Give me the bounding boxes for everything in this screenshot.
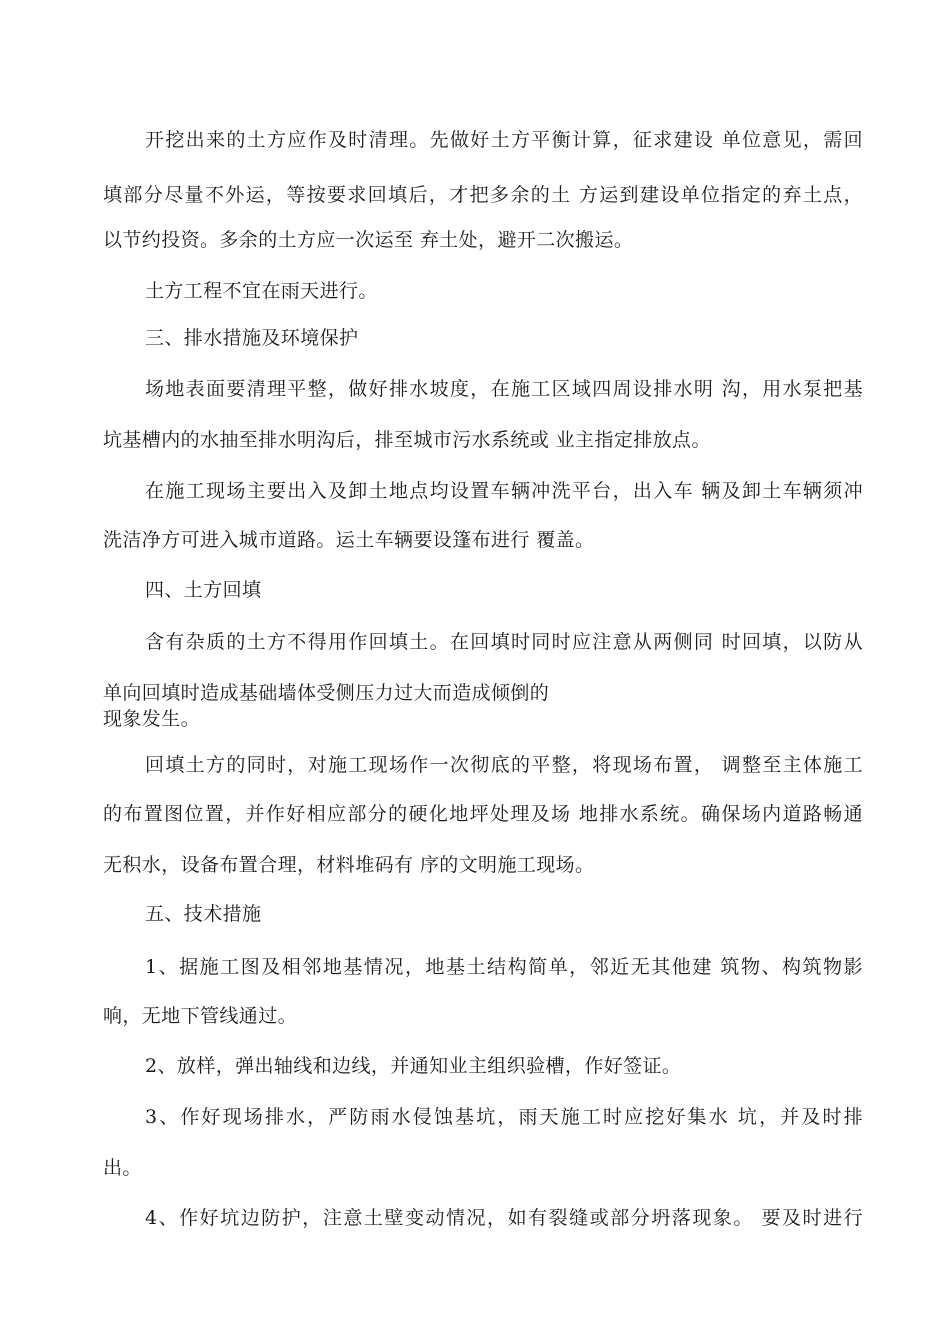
paragraph-4-line-2: 洗洁净方可进入城市道路。运土车辆要设篷布进行 覆盖。 — [103, 529, 595, 551]
paragraph-6-line-1: 回填土方的同时，对施工现场作一次彻底的平整，将现场布置， 调整至主体施工 — [145, 754, 863, 776]
paragraph-5-line-1: 含有杂质的土方不得用作回填土。在回填时同时应注意从两侧同 时回填，以防从 — [145, 631, 863, 653]
paragraph-5-line-2: 单向回填时造成基础墙体受侧压力过大而造成倾倒的 — [103, 682, 550, 704]
paragraph-1-line-2: 填部分尽量不外运，等按要求回填后，才把多余的土 方运到建设单位指定的弃土点， — [103, 184, 863, 206]
item-3-line-2: 出。 — [103, 1157, 142, 1179]
paragraph-6-line-2: 的布置图位置，并作好相应部分的硬化地坪处理及场 地排水系统。确保场内道路畅通 — [103, 803, 863, 825]
paragraph-3-line-1: 场地表面要清理平整，做好排水坡度，在施工区域四周设排水明 沟，用水泵把基 — [145, 378, 863, 400]
section-heading-5: 五、技术措施 — [145, 903, 262, 925]
section-heading-4: 四、土方回填 — [145, 579, 262, 601]
item-1-line-1: 1、据施工图及相邻地基情况，地基土结构简单，邻近无其他建 筑物、构筑物影 — [145, 956, 863, 978]
paragraph-1-line-1: 开挖出来的土方应作及时清理。先做好土方平衡计算，征求建设 单位意见，需回 — [145, 129, 863, 151]
item-2: 2、放样，弹出轴线和边线，并通知业主组织验槽，作好签证。 — [145, 1055, 682, 1077]
paragraph-6-line-3: 无积水，设备布置合理，材料堆码有 序的文明施工现场。 — [103, 854, 595, 876]
item-4-line-1: 4、作好坑边防护，注意土壁变动情况，如有裂缝或部分坍落现象。 要及时进行 — [145, 1207, 863, 1229]
paragraph-4-line-1: 在施工现场主要出入及卸土地点均设置车辆冲洗平台，出入车 辆及卸土车辆须冲 — [145, 480, 863, 502]
item-3-line-1: 3、作好现场排水，严防雨水侵蚀基坑，雨天施工时应挖好集水 坑，并及时排 — [145, 1106, 863, 1128]
section-heading-3: 三、排水措施及环境保护 — [145, 327, 359, 349]
paragraph-3-line-2: 坑基槽内的水抽至排水明沟后，排至城市污水系统或 业主指定排放点。 — [103, 429, 711, 451]
item-1-line-2: 响，无地下管线通过。 — [103, 1005, 298, 1027]
paragraph-1-line-3: 以节约投资。多余的土方应一次运至 弃土处，避开二次搬运。 — [103, 229, 634, 251]
paragraph-2: 土方工程不宜在雨天进行。 — [145, 280, 378, 302]
paragraph-5-line-3: 现象发生。 — [103, 708, 201, 730]
